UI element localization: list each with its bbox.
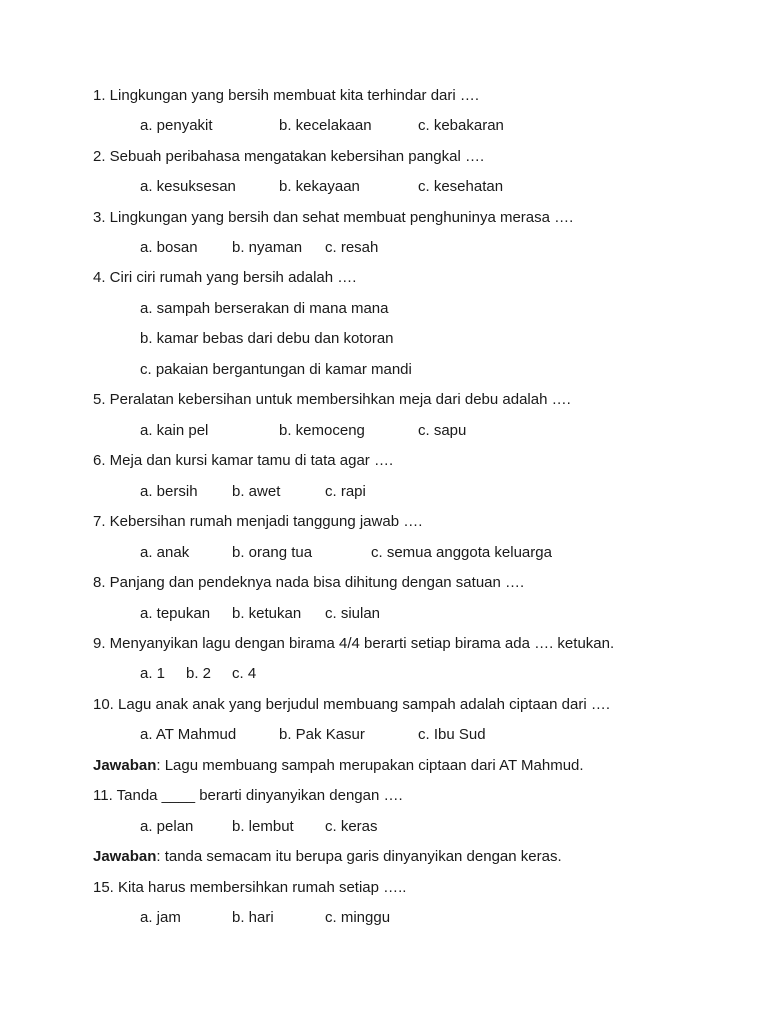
option-8b: b. ketukan <box>232 605 302 622</box>
option-15b: b. hari <box>232 909 274 926</box>
option-8c: c. siulan <box>325 605 381 622</box>
option-4c: c. pakaian bergantungan di kamar mandi <box>140 361 412 378</box>
option-1c: c. kebakaran <box>418 117 504 134</box>
option-8a: a. tepukan <box>140 605 211 622</box>
question-10: 10. Lagu anak anak yang berjudul membuang sampah adalah ciptaan dari …. <box>93 696 611 713</box>
option-3a: a. bosan <box>140 239 198 256</box>
option-11c: c. keras <box>325 818 378 835</box>
option-2a: a. kesuksesan <box>140 178 236 195</box>
option-5b: b. kemoceng <box>279 422 365 439</box>
question-2: 2. Sebuah peribahasa mengatakan kebersihan pangkal …. <box>93 148 485 165</box>
option-3c: c. resah <box>325 239 379 256</box>
question-3: 3. Lingkungan yang bersih dan sehat membuat penghuninya merasa …. <box>93 209 574 226</box>
question-7: 7. Kebersihan rumah menjadi tanggung jawab …. <box>93 513 423 530</box>
option-5c: c. sapu <box>418 422 467 439</box>
option-6c: c. rapi <box>325 483 366 500</box>
answer-label: Jawaban <box>93 848 157 865</box>
option-1a: a. penyakit <box>140 117 213 134</box>
option-9b: b. 2 <box>186 665 212 682</box>
question-15: 15. Kita harus membersihkan rumah setiap ….. <box>93 879 407 896</box>
answer-11 <box>93 847 562 867</box>
option-4b: b. kamar bebas dari debu dan kotoran <box>140 330 394 347</box>
option-7a: a. anak <box>140 544 190 561</box>
answer-text: : Lagu membuang sampah merupakan ciptaan dari AT Mahmud. <box>156 757 584 774</box>
question-11: 11. Tanda ____ berarti dinyanyikan dengan …. <box>93 787 403 804</box>
option-6a: a. bersih <box>140 483 198 500</box>
option-11b: b. lembut <box>232 818 294 835</box>
question-6: 6. Meja dan kursi kamar tamu di tata agar …. <box>93 452 394 469</box>
option-3b: b. nyaman <box>232 239 303 256</box>
question-4: 4. Ciri ciri rumah yang bersih adalah …. <box>93 269 357 286</box>
option-10a: a. AT Mahmud <box>140 726 237 743</box>
question-9: 9. Menyanyikan lagu dengan birama 4/4 berarti setiap birama ada …. ketukan. <box>93 635 615 652</box>
question-1: 1. Lingkungan yang bersih membuat kita terhindar dari …. <box>93 87 480 104</box>
option-2b: b. kekayaan <box>279 178 360 195</box>
option-4a: a. sampah berserakan di mana mana <box>140 300 389 317</box>
option-7b: b. orang tua <box>232 544 313 561</box>
option-2c: c. kesehatan <box>418 178 504 195</box>
option-1b: b. kecelakaan <box>279 117 372 134</box>
option-5a: a. kain pel <box>140 422 209 439</box>
answer-label: Jawaban <box>93 757 157 774</box>
option-6b: b. awet <box>232 483 281 500</box>
question-5: 5. Peralatan kebersihan untuk membersihkan meja dari debu adalah …. <box>93 391 571 408</box>
answer-text: : tanda semacam itu berupa garis dinyanyikan dengan keras. <box>156 848 562 865</box>
option-15c: c. minggu <box>325 909 391 926</box>
question-8: 8. Panjang dan pendeknya nada bisa dihitung dengan satuan …. <box>93 574 525 591</box>
answer-10 <box>93 756 584 776</box>
option-9c: c. 4 <box>232 665 257 682</box>
option-11a: a. pelan <box>140 818 194 835</box>
option-9a: a. 1 <box>140 665 166 682</box>
option-10c: c. Ibu Sud <box>418 726 486 743</box>
option-7c: c. semua anggota keluarga <box>371 544 552 561</box>
option-10b: b. Pak Kasur <box>279 726 365 743</box>
option-15a: a. jam <box>140 909 181 926</box>
